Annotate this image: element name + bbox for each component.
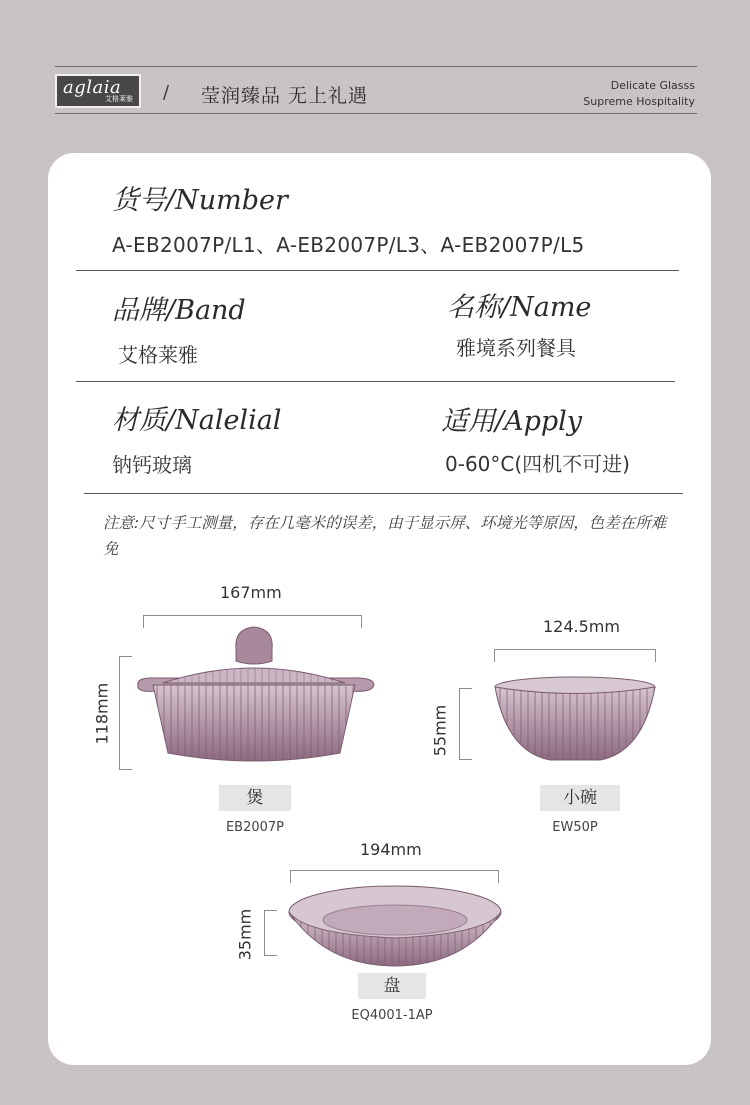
header-english-slogan [583, 78, 695, 110]
number-value: A-EB2007P/L1、A-EB2007P/L3、A-EB2007P/L5 [112, 233, 585, 257]
material-value: 钠钙玻璃 [112, 453, 192, 477]
bowl-name-tag: 小碗 [540, 785, 620, 811]
material-title: 材质/Nalelial [112, 405, 282, 436]
name-value: 雅境系列餐具 [456, 336, 576, 360]
header-slash: / [163, 82, 170, 103]
divider-1 [76, 270, 679, 271]
logo-cn-text: 艾格莱雅 [105, 95, 133, 103]
header-top-rule [55, 66, 697, 67]
pot-width-label: 167mm [220, 583, 282, 602]
name-title: 名称/Name [447, 292, 592, 323]
pot-height-label: 118mm [92, 682, 112, 745]
plate-height-bracket [264, 910, 277, 956]
plate-height-label: 35mm [235, 908, 255, 961]
bowl-width-label: 124.5mm [543, 617, 620, 636]
bowl-width-bracket [494, 649, 656, 662]
measurement-note: 注意:尺寸手工测量，存在几毫米的误差，由于显示屏、环境光等原因，色差在所难免 [103, 514, 667, 558]
divider-2 [76, 381, 675, 382]
brand-logo [55, 74, 141, 108]
bowl-height-bracket [459, 688, 472, 760]
slogan-line-2: Supreme Hospitality [583, 95, 695, 108]
brand-value: 艾格莱雅 [118, 343, 198, 367]
apply-title: 适用/Apply [441, 406, 583, 437]
logo-script: aglaia [63, 77, 122, 98]
plate-name-tag: 盘 [358, 973, 426, 999]
bowl-code: EW50P [552, 820, 598, 835]
plate-code: EQ4001-1AP [351, 1008, 433, 1023]
apply-value: 0-60°C(四机不可进) [445, 452, 630, 476]
header-bottom-rule [55, 113, 697, 114]
plate-width-label: 194mm [360, 840, 422, 859]
divider-3 [84, 493, 683, 494]
bowl-image [492, 676, 658, 766]
bowl-height-label: 55mm [430, 704, 450, 757]
plate-image [286, 882, 504, 968]
slogan-line-1: Delicate Glasss [610, 79, 695, 92]
pot-name-tag: 煲 [219, 785, 291, 811]
header-tagline: 莹润臻品 无上礼遇 [201, 85, 369, 107]
pot-image [128, 623, 380, 771]
brand-title: 品牌/Band [112, 295, 246, 326]
pot-code: EB2007P [225, 820, 285, 835]
number-title: 货号/Number [112, 185, 288, 216]
